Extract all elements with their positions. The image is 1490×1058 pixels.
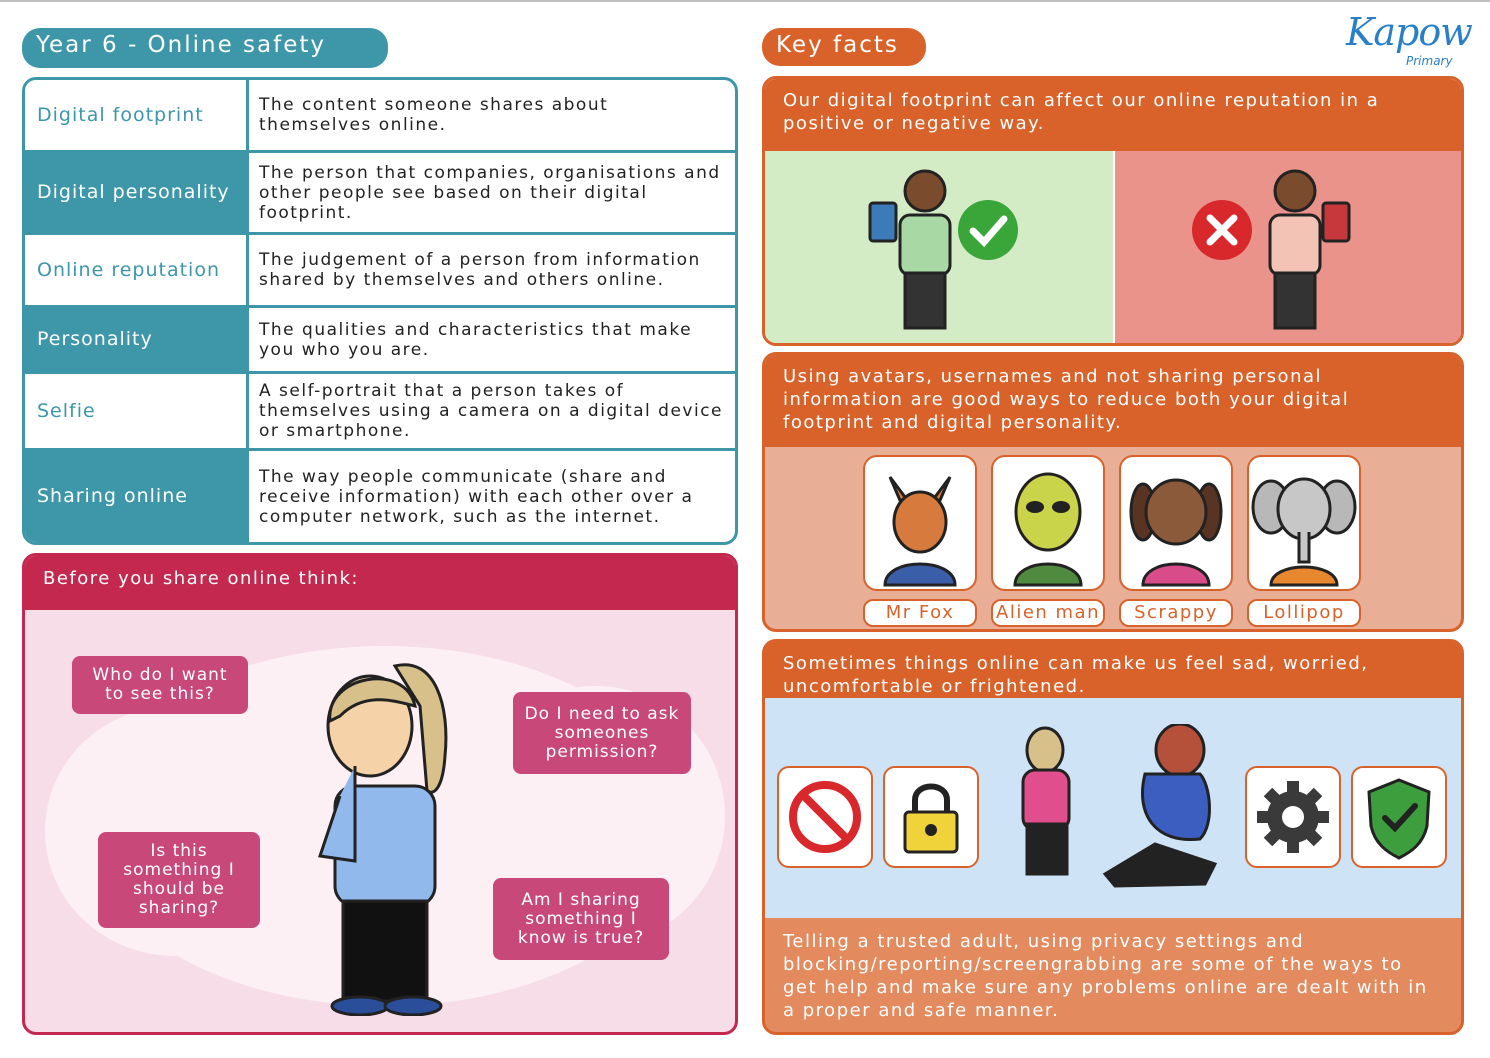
vocab-row [25, 308, 735, 374]
vocab-definition: The qualities and characteristics that make you who you are. [259, 319, 693, 360]
vocab-row [25, 451, 735, 542]
avatar-fox [863, 455, 977, 591]
help-text: Telling a trusted adult, using privacy settings and blocking/reporting/screengrabbing are some of the ways to get help and make sure any problems online are dealt with in a proper and safe manner. [783, 931, 1428, 1021]
key-fact-text: Using avatars, usernames and not sharing personal information are good ways to reduce both your digital footprint and digital personality. [765, 355, 1461, 447]
elephant-avatar-icon [1249, 457, 1359, 589]
settings-card [1245, 766, 1341, 868]
vocab-definition: The judgement of a person from information shared by themselves and others online. [259, 250, 701, 290]
avatar-name: Scrappy [1119, 599, 1233, 627]
sad-children-illustration [1005, 724, 1225, 894]
key-fact-text: Our digital footprint can affect our online reputation in a positive or negative way. [765, 79, 1461, 151]
shield-check-icon [1353, 768, 1445, 866]
logo-sub: Primary [1406, 54, 1453, 68]
avatar-name: Mr Fox [863, 599, 977, 627]
thinking-girl-illustration [295, 646, 475, 1016]
vocab-term: Digital footprint [25, 80, 249, 150]
block-card [777, 766, 873, 868]
vocab-definition: The person that companies, organisations and other people see based on their digital footprint. [259, 162, 721, 223]
key-facts-title: Key facts [762, 28, 926, 66]
padlock-icon [885, 768, 977, 866]
kapow-logo [1346, 10, 1474, 74]
avatar-name: Lollipop [1247, 599, 1361, 627]
cross-icon [1189, 197, 1255, 263]
think-heading: Before you share online think: [25, 556, 735, 610]
vocab-definition: The way people communicate (share and receive information) with each other over a computer network, such as the internet. [259, 466, 694, 527]
avatar-alien [991, 455, 1105, 591]
key-fact-reputation [762, 76, 1464, 346]
question-bubble: Who do I want to see this? [72, 656, 248, 714]
block-icon [779, 768, 871, 866]
dog-avatar-icon [1121, 457, 1231, 589]
vocab-definition: The content someone shares about themselves online. [259, 95, 609, 135]
question-bubble: Am I sharing something I know is true? [493, 878, 669, 960]
boy-with-tablet-illustration [1235, 163, 1395, 333]
vocabulary-table [22, 77, 738, 545]
avatar-dog [1119, 455, 1233, 591]
vocab-definition: A self-portrait that a person takes of themselves using a camera on a digital device or smartphone. [259, 381, 723, 441]
vocab-term: Selfie [25, 374, 249, 448]
fox-avatar-icon [865, 457, 975, 589]
vocab-row [25, 153, 735, 235]
avatar-elephant [1247, 455, 1361, 591]
negative-example [1115, 151, 1461, 343]
feelings-illustration-area [765, 698, 1461, 918]
vocab-term: Digital personality [25, 153, 249, 232]
check-icon [955, 197, 1021, 263]
key-fact-avatars [762, 352, 1464, 632]
alien-avatar-icon [993, 457, 1103, 589]
vocab-row [25, 235, 735, 308]
positive-example [765, 151, 1113, 343]
key-fact-feelings [762, 639, 1464, 1035]
padlock-card [883, 766, 979, 868]
before-you-share-panel [22, 553, 738, 1035]
shield-card [1351, 766, 1447, 868]
key-fact-text: Sometimes things online can make us feel sad, worried, uncomfortable or frightened. [765, 642, 1461, 698]
vocab-row [25, 80, 735, 153]
avatar-name: Alien man [991, 599, 1105, 627]
question-bubble: Do I need to ask someones permission? [513, 692, 691, 774]
vocab-term: Personality [25, 308, 249, 371]
logo-word: Kapow [1346, 10, 1472, 54]
page-title: Year 6 - Online safety [22, 28, 388, 68]
settings-gear-icon [1247, 768, 1339, 866]
vocab-row [25, 374, 735, 451]
vocab-term: Sharing online [25, 451, 249, 542]
vocab-term: Online reputation [25, 235, 249, 305]
question-bubble: Is this something I should be sharing? [98, 832, 260, 928]
